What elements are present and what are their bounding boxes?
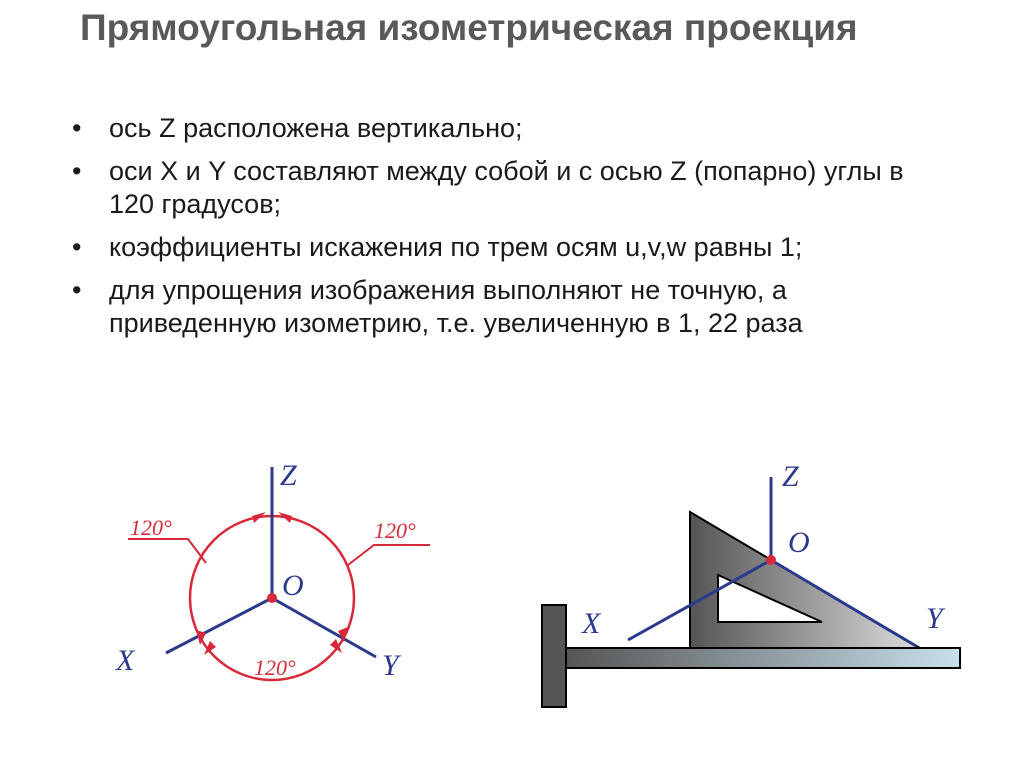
axis-label-z: Z [280, 459, 297, 492]
bullet-marker: • [72, 113, 82, 143]
origin-point [766, 555, 776, 565]
origin-label: O [788, 526, 810, 559]
bullet-marker: • [72, 156, 82, 186]
angle-label-left: 120° [130, 515, 172, 540]
origin-label: O [282, 569, 304, 602]
bullet-item [72, 274, 952, 340]
bullet-list [72, 112, 952, 350]
y-axis [272, 598, 376, 657]
axis-label-x: X [582, 607, 601, 640]
slide-title: Прямоугольная изометрическая проекция [80, 7, 858, 48]
bullet-item [72, 231, 952, 264]
bullet-marker: • [72, 232, 82, 262]
bullet-item [72, 112, 952, 145]
set-square-diagram [530, 450, 980, 720]
axis-label-y: Y [926, 602, 943, 635]
bullet-text: коэффициенты искажения по трем осям u,v,w равны 1; [109, 232, 803, 262]
bullet-text: оси X и Y составляют между собой и с осью Z (попарно) углы в 120 градусов; [109, 156, 904, 219]
t-square-blade [566, 648, 960, 668]
t-square-head [542, 605, 566, 707]
x-axis [166, 598, 272, 653]
origin-point [267, 593, 277, 603]
bullet-marker: • [72, 275, 82, 305]
bullet-text: ось Z расположена вертикально; [109, 113, 523, 143]
leader-line-right [348, 545, 430, 565]
leader-line-left [128, 539, 206, 563]
angle-label-right: 120° [374, 518, 416, 543]
bullet-text: для упрощения изображения выполняют не точную, а приведенную изометрию, т.е. увеличенную в 1, 22 раза [109, 275, 803, 338]
angle-label-bottom: 120° [254, 655, 296, 680]
isometric-axes-diagram [100, 455, 460, 715]
axis-label-x: X [116, 644, 135, 677]
bullet-item [72, 155, 952, 221]
axis-label-z: Z [782, 460, 799, 493]
axis-label-y: Y [382, 649, 399, 682]
